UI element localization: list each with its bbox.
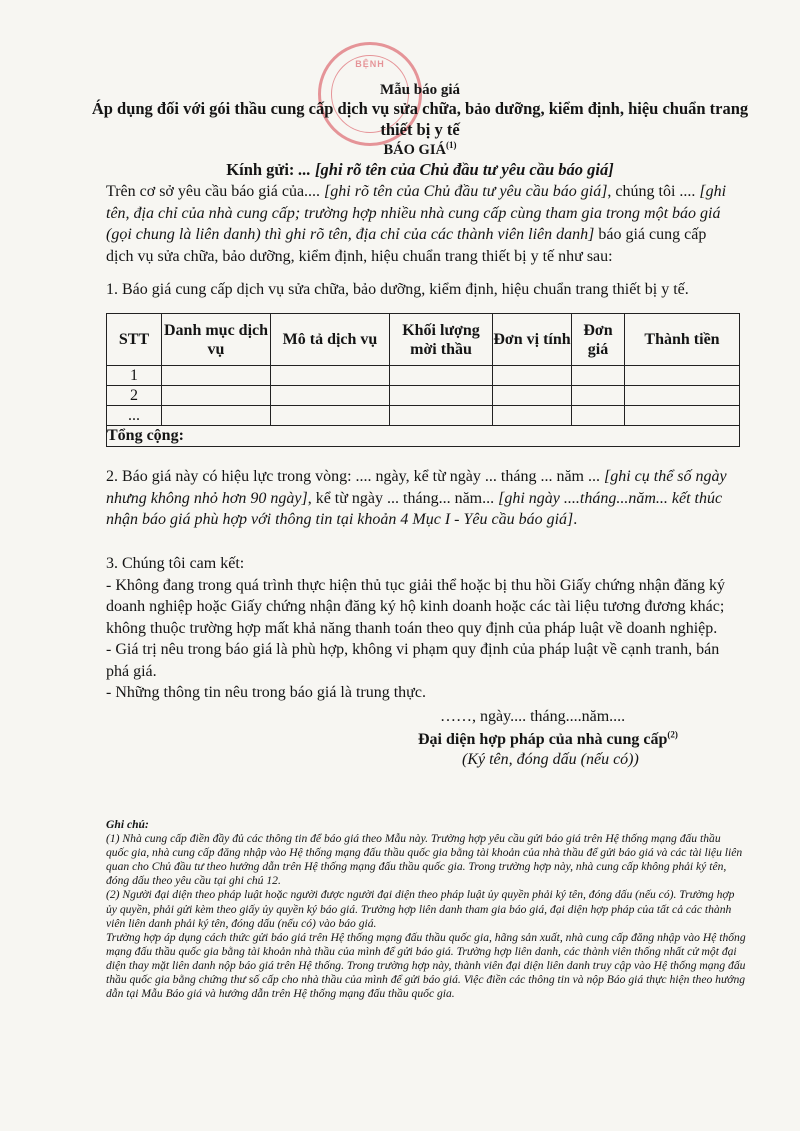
header-cell: Đơn giá bbox=[572, 314, 625, 366]
stt-cell: 1 bbox=[107, 366, 162, 386]
section-3-heading: 3. Chúng tôi cam kết: bbox=[106, 555, 245, 572]
table-header-row bbox=[107, 314, 740, 366]
table-row bbox=[107, 366, 740, 386]
commitment-item: - Giá trị nêu trong báo giá là phù hợp, không vi phạm quy định của pháp luật về cạnh tranh, bán phá giá. bbox=[106, 641, 720, 680]
footnote-ref-2: (2) bbox=[667, 729, 678, 740]
document-title: BÁO GIÁ$^{(1)}$ bbox=[383, 140, 457, 158]
intro-paragraph: Trên cơ sở yêu cầu báo giá của.... [ghi rõ tên của Chủ đầu tư yêu cầu báo giá], chúng tôi .... [ghi tên, địa chỉ của nhà cung cấp; trường hợp nhiều nhà cung cấp cùng tham gia trong một báo giá (gọi chung là liên danh) thì ghi rõ tên, địa chỉ của các thành viên liên danh] báo giá cung cấp dịch vụ sửa chữa, bảo dưỡng, kiểm định, hiệu chuẩn trang thiết bị y tế như sau: bbox=[106, 183, 727, 265]
header-cell: Danh mục dịch vụ bbox=[162, 314, 271, 366]
total-label: Tổng cộng: bbox=[107, 426, 740, 447]
addressee-line: Kính gửi: ... [ghi rõ tên của Chủ đầu tư yêu cầu báo giá] bbox=[226, 160, 614, 179]
date-line: ……, ngày.... tháng....năm.... bbox=[440, 708, 626, 725]
quotation-table bbox=[106, 313, 740, 447]
header-cell: STT bbox=[107, 314, 162, 366]
header-cell: Khối lượng mời thầu bbox=[390, 314, 493, 366]
commitment-item: - Những thông tin nêu trong báo giá là trung thực. bbox=[106, 684, 426, 701]
form-subtitle: Áp dụng đối với gói thầu cung cấp dịch vụ sửa chữa, bảo dưỡng, kiểm định, hiệu chuẩn trang thiết bị y tế bbox=[91, 99, 749, 139]
table-row bbox=[107, 386, 740, 406]
footnote-ref-1: (1) bbox=[445, 140, 457, 151]
total-row bbox=[107, 426, 740, 447]
header-cell: Thành tiền bbox=[625, 314, 740, 366]
stt-cell: 2 bbox=[107, 386, 162, 406]
header-cell: Mô tả dịch vụ bbox=[271, 314, 390, 366]
notes-section bbox=[106, 818, 746, 1001]
note-item: (2) Người đại diện theo pháp luật hoặc người được người đại diện theo pháp luật ủy quyền phải ký tên, đóng dấu (nếu có). Trường hợp ủy quyền, phải gửi kèm theo giấy ủy quyền ký báo giá. Trường hợp liên danh tham gia báo giá, đại diện hợp pháp của tất cả các thành viên liên danh phải ký tên, đóng dấu (nếu có) vào báo giá. bbox=[106, 888, 735, 930]
stamp-text: BỆNH bbox=[355, 59, 385, 69]
header-cell: Đơn vị tính bbox=[493, 314, 572, 366]
note-item: (1) Nhà cung cấp điền đầy đủ các thông tin để báo giá theo Mẫu này. Trường hợp yêu cầu gửi báo giá trên Hệ thống mạng đấu thầu quốc gia, nhà cung cấp đăng nhập vào Hệ thống mạng đấu thầu quốc gia bằng tài khoản của nhà thầu để gửi báo giá và các tài liệu liên quan cho Chủ đầu tư theo hướng dẫn trên Hệ thống mạng đấu thầu quốc gia. Trong trường hợp này, nhà cung cấp không phải ký tên, đóng dấu theo yêu cầu tại ghi chú 12. bbox=[106, 832, 743, 888]
commitment-item: - Không đang trong quá trình thực hiện thủ tục giải thể hoặc bị thu hồi Giấy chứng nhận đăng ký doanh nghiệp hoặc Giấy chứng nhận đăng ký hộ kinh doanh hoặc các tài liệu tương đương khác; không thuộc trường hợp mất khả năng thanh toán theo quy định của pháp luật về doanh nghiệp. bbox=[106, 576, 725, 637]
stt-cell: ... bbox=[107, 406, 162, 426]
signature-title: Đại diện hợp pháp của nhà cung cấp$^{(2)}$ bbox=[418, 729, 678, 748]
table-row bbox=[107, 406, 740, 426]
form-title: Mẫu báo giá bbox=[379, 82, 460, 98]
section-2-validity: 2. Báo giá này có hiệu lực trong vòng: .... ngày, kể từ ngày ... tháng ... năm ... [ghi cụ thể số ngày nhưng không nhỏ hơn 90 ngày], kể từ ngày ... tháng... năm... [ghi ngày ....tháng...năm... kết thúc nhận báo giá phù hợp với thông tin tại khoản 4 Mục I - Yêu cầu báo giá]. bbox=[106, 468, 727, 528]
section-3-commitments bbox=[106, 553, 736, 704]
signature-note: (Ký tên, đóng dấu (nếu có)) bbox=[462, 751, 639, 768]
section-1-heading: 1. Báo giá cung cấp dịch vụ sửa chữa, bảo dưỡng, kiểm định, hiệu chuẩn trang thiết bị y tế. bbox=[106, 281, 689, 298]
note-item: Trường hợp áp dụng cách thức gửi báo giá trên Hệ thống mạng đấu thầu quốc gia, hãng sản xuất, nhà cung cấp đăng nhập vào Hệ thống mạng đấu thầu quốc gia bằng tài khoản nhà thầu của mình để gửi báo giá. Trường hợp liên danh, các thành viên thống nhất cử một đại diện thay mặt liên danh nộp báo giá trên Hệ thống. Trong trường hợp này, thành viên đại diện liên danh truy cập vào Hệ thống mạng đấu thầu quốc gia bằng chứng thư số cấp cho nhà thầu của mình để gửi báo giá. Việc điền các thông tin và nộp Báo giá thực hiện theo hướng dẫn tại Mẫu Báo giá và hướng dẫn trên Hệ thống mạng đấu thầu quốc gia. bbox=[106, 930, 746, 1001]
notes-title: Ghi chú: bbox=[106, 818, 149, 831]
